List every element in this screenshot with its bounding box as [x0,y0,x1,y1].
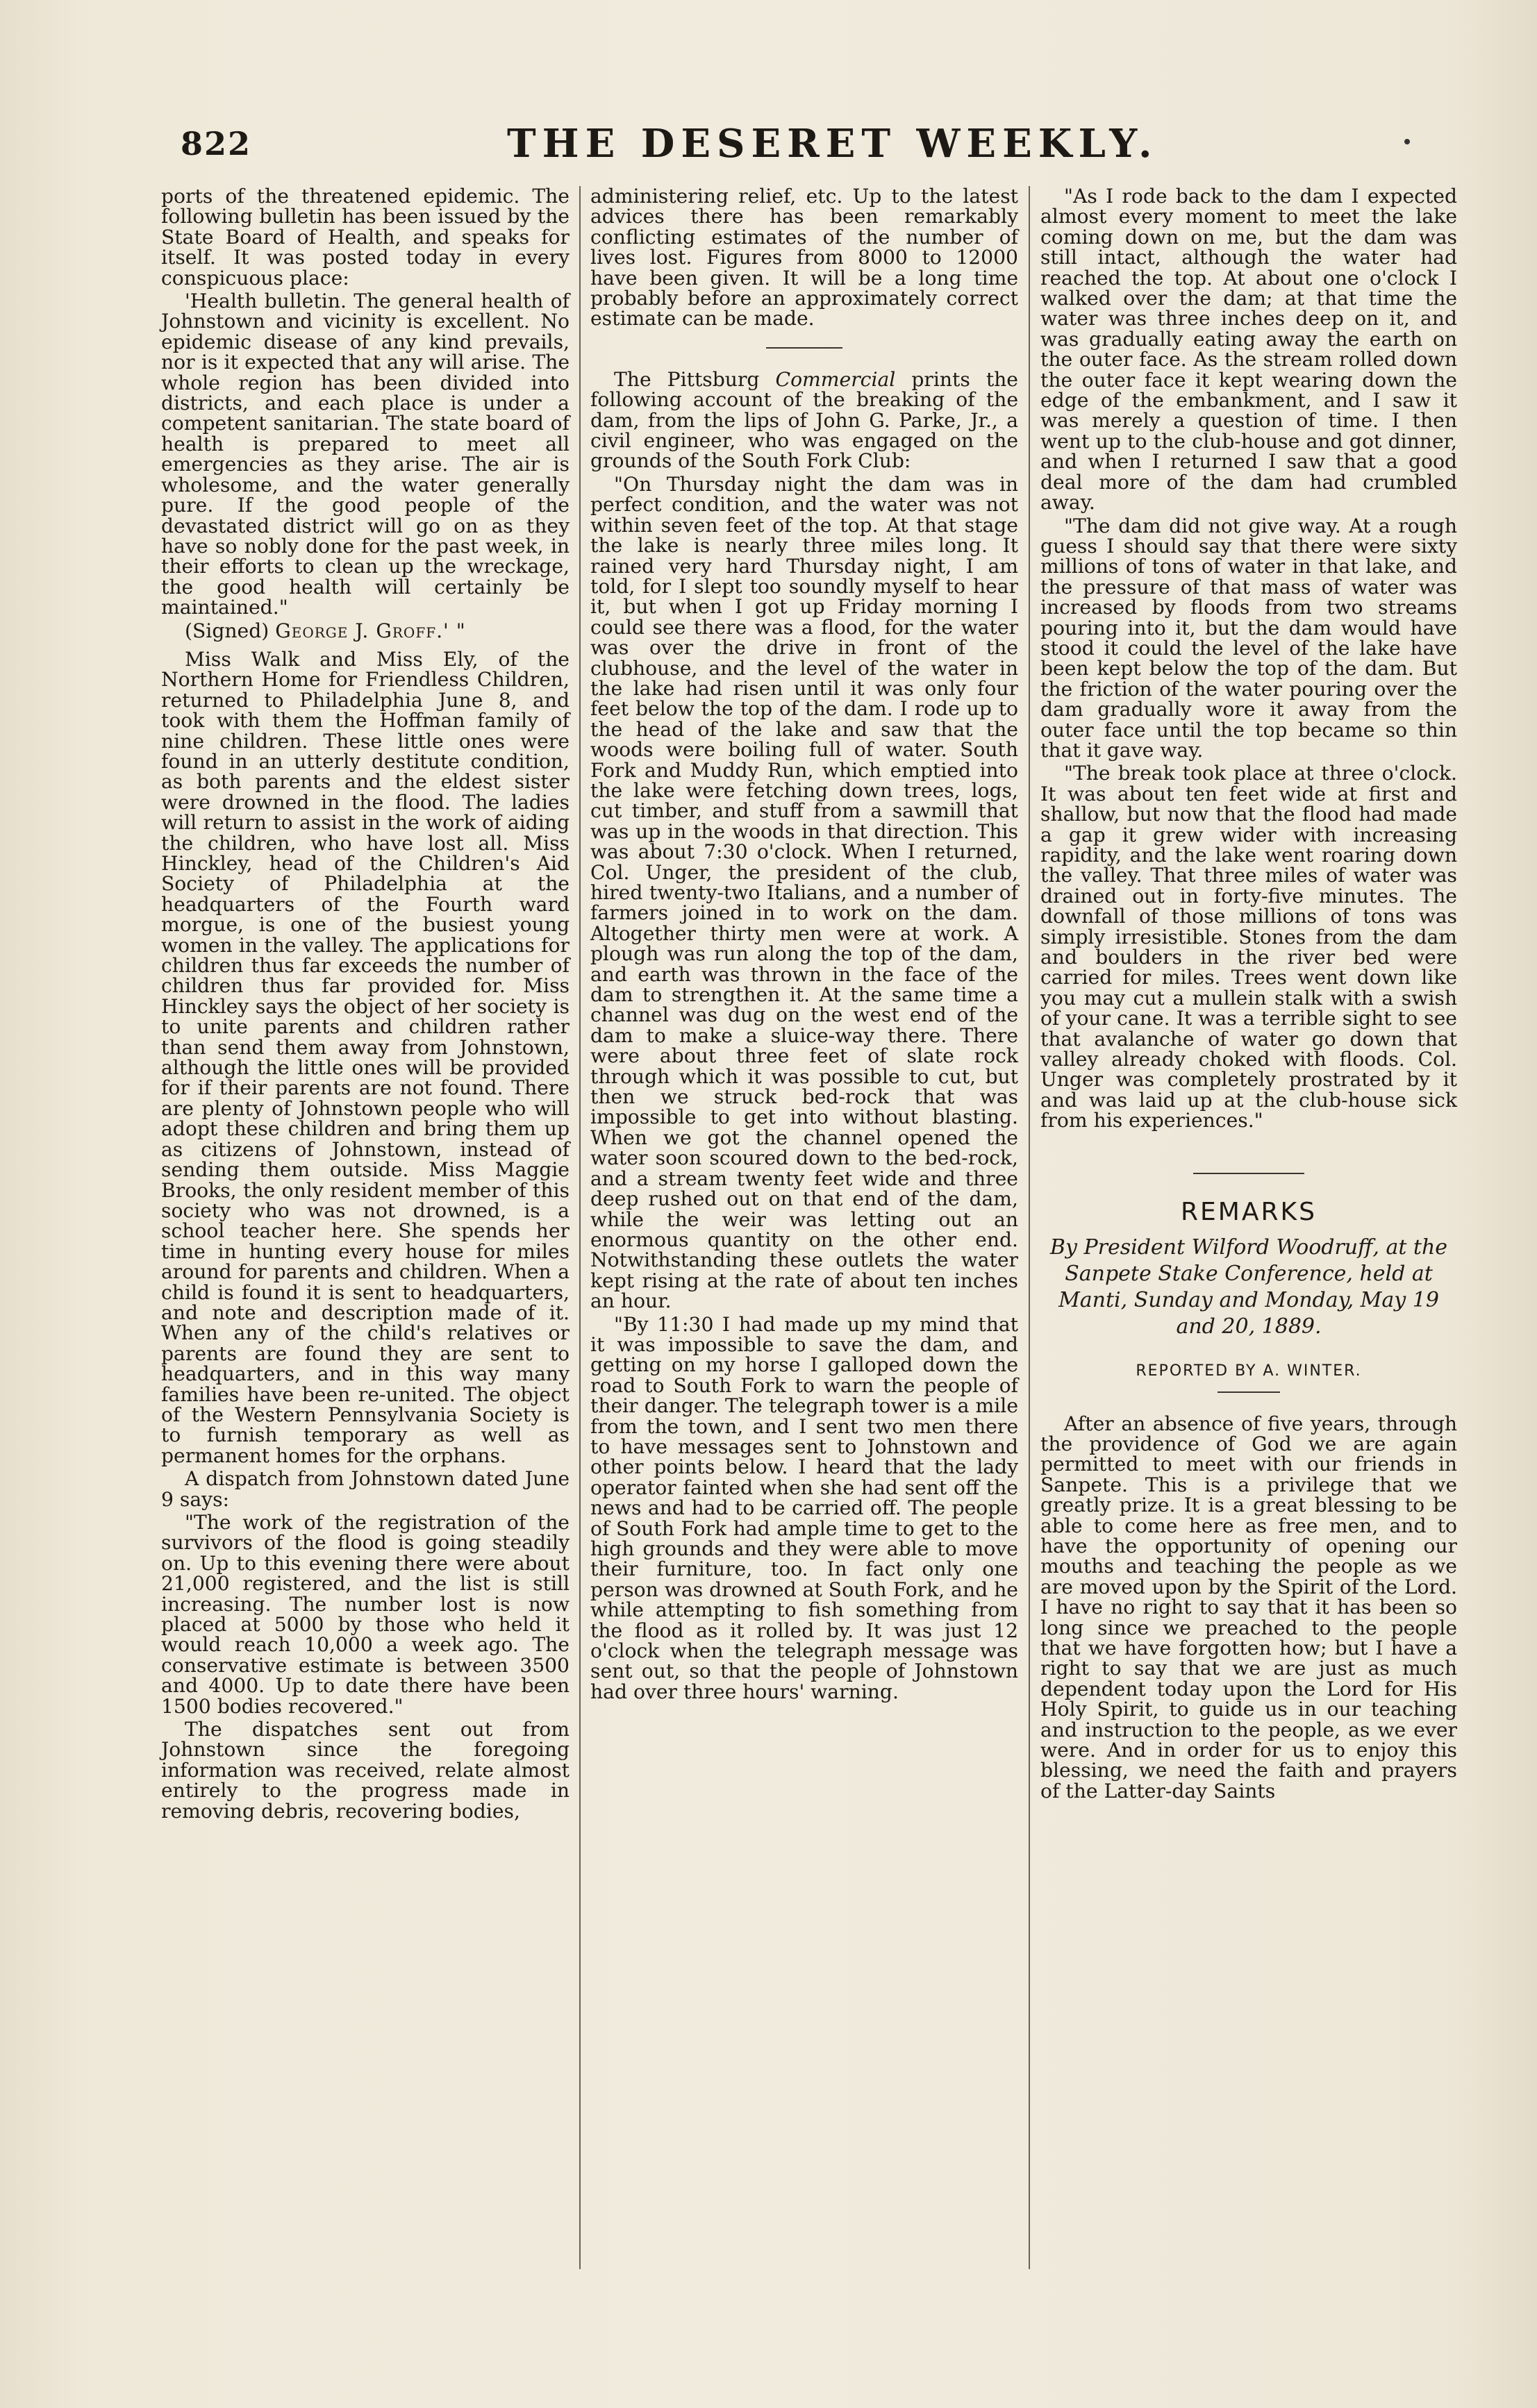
section-separator [1193,1173,1304,1174]
section-separator [766,347,842,349]
remarks-heading: REMARKS [1181,1197,1317,1226]
article-paragraph: "On Thursday night the dam was in perfect condition, and the water was not within seven feet of the top. At that stage the lake is nearly three miles long. It rained very hard Thursday night, I am told, for I slept too soundly myself to hear it, but when I got up Friday morning I could see there was a flood, for the water was over the drive in front of the clubhouse, and the level of the water in the lake had risen until it was only four feet below the top of the dam. I rode up to the head of the lake and saw that the woods were boiling full of water. South Fork and Muddy Run, which emptied into the lake were fetching down trees, logs, cut timber, and stuff from a sawmill that was up in the woods in that direction. This was about 7:30 o'clock. When I returned, Col. Unger, the president of the club, hired twenty-two Italians, and a number of farmers joined in to work on the dam. Altogether thirty men were at work. A plough was run along the top of the dam, and earth was thrown in the face of the dam to strengthen it. At the same time a channel was dug on the west end of the dam to make a sluice-way there. There were about three feet of slate rock through which it was possible to cut, but then we struck bed-rock that was impossible to get into without blasting. When we got the channel opened the water soon scoured down to the bed-rock, and a stream twenty feet wide and three deep rushed out on that end of the dam, while the weir was letting out an enormous quantity on the other end. Notwithstanding these outlets the water kept rising at the rate of about ten inches an hour. [590,472,1018,1313]
article-paragraph: "The break took place at three o'clock. It was about ten feet wide at first and shallow, but now that the flood had made a gap it grew wider with increasing rapidity, and the lake went roaring down the valley. That three miles of water was drained out in forty-five minutes. The downfall of those millions of tons was simply irresistible. Stones from the dam and boulders in the river bed were carried for miles. Trees went down like you may cut a mullein stalk with a swish of your cane. It was a terrible sight to see that avalanche of water go down that valley already choked with floods. Col. Unger was completely prostrated by it and was laid up at the club-house sick from his experiences." [1040,762,1457,1132]
article-paragraph: "By 11:30 I had made up my mind that it was impossible to save the dam, and getting on my horse I galloped down the road to South Fork to warn the people of their danger. The telegraph tower is a mile from the town, and I sent two men there to have messages sent to Johnstown and other points below. I heard that the lady operator fainted when she had sent off the news and had to be carried off. The people of South Fork had ample time to get to the high grounds and they were able to move their furniture, too. In fact only one person was drowned at South Fork, and he while attempting to fish something from the flood as it rolled by. It was just 12 o'clock when the telegraph message was sent out, so that the people of Johnstown had over three hours' warning. [590,1312,1018,1703]
paper-suffix: prints the following account of the breaking of the dam, from the lips of John G. Parke, Jr., a civil engineer, who was engaged on the grounds of the South Fork Club: [590,367,1018,473]
article-paragraph: administering relief, etc. Up to the latest advices there has been remarkably conflicting estimates of the number of lives lost. Figures from 8000 to 12000 have been given. It will be a long time probably before an approximately correct estimate can be made. [590,185,1018,331]
column-3 [1040,186,1457,1804]
reporter-line: REPORTED BY A. WINTER. [1136,1362,1362,1380]
article-paragraph: A dispatch from Johnstown dated June 9 says: [161,1467,570,1511]
remarks-subheading: By President Wilford Woodruff, at the Sanpete Stake Conference, held at Manti, Sunday and Monday, May 19 and 20, 1889. [1049,1235,1448,1339]
article-paragraph: "As I rode back to the dam I expected almost every moment to meet the lake coming down on me, but the dam was still intact, although the water had reached the top. At about one o'clock I walked over the dam; at that time the water was three inches deep on it, and was gradually eating away the earth on the outer face. As the stream rolled down the outer face it kept wearing down the edge of the embankment, and I saw it was merely a question of time. I then went up to the club-house and got dinner, and when I returned I saw that a good deal more of the dam had crumbled away. [1040,185,1457,515]
article-paragraph: After an absence of five years, through the providence of God we are again permitted to meet with our friends in Sanpete. This is a privilege that we greatly prize. It is a great blessing to be able to come here as free men, and to have the opportunity of opening our mouths and teaching the people as we are moved upon by the Spirit of the Lord. I have no right to say that it has been so long since we preached to the people that we have forgotten how; but I have a right to say that we are just as much dependent today upon the Lord for His Holy Spirit, to guide us in our teaching and instruction to the people, as we ever were. And in order for us to enjoy this blessing, we need the faith and prayers of the Latter-day Saints [1040,1412,1457,1803]
article-paragraph: "The work of the registration of the survivors of the flood is going steadily on. Up to this evening there were about 21,000 registered, and the list is still increasing. The number lost is now placed at 5000 by those who held it would reach 10,000 a week ago. The conservative estimate is between 3500 and 4000. Up to date there have been 1500 bodies recovered." [161,1511,570,1718]
page-header [167,118,1417,167]
column-rule-2 [1029,186,1030,2269]
paper-prefix: The Pittsburg [614,367,760,391]
article-paragraph: Miss Walk and Miss Ely, of the Northern Home for Friendless Children, returned to Philadelphia June 8, and took with them the Hoffman family of nine children. These little ones were found in an utterly destitute condition, as both parents and the eldest sister were drowned in the flood. The ladies will return to assist in the work of aiding the children, who have lost all. Miss Hinckley, head of the Children's Aid Society of Philadelphia at the headquarters of the Fourth ward morgue, is one of the busiest young women in the valley. The applications for children thus far exceeds the number of children thus far provided for. Miss Hinckley says the object of her society is to unite parents and children rather than send them away from Johnstown, although the little ones will be provided for if their parents are not found. There are plenty of Johnstown people who will adopt these children and bring them up as citizens of Johnstown, instead of sending them outside. Miss Maggie Brooks, the only resident member of this society who was not drowned, is a school teacher here. She spends her time in hunting every house for miles around for parents and children. When a child is found it is sent to headquarters, and note and description made of it. When any of the child's relatives or parents are found they are sent to headquarters, and in this way many families have been re-united. The object of the Western Pennsylvania Society is to furnish temporary as well as permanent homes for the orphans. [161,647,570,1467]
page-number: 822 [181,125,252,162]
column-2 [590,186,1018,1705]
health-bulletin: 'Health bulletin. The general health of Johnstown and vicinity is excellent. No epidemic disease of any kind prevails, nor is it expected that any will arise. The whole region has been divided into districts, and each place is under a competent sanitarian. The state board of health is prepared to meet all emergencies as they arise. The air is wholesome, and the water generally pure. If the good people of the devastated district will go on as they have so nobly done for the past week, in their efforts to clean up the wreckage, the good health will certainly be maintained." [161,290,570,619]
article-paragraph: "The dam did not give way. At a rough guess I should say that there were sixty millions of tons of water in that lake, and the pressure of that mass of water was increased by floods from two streams pouring into it, but the dam would have stood it could the level of the lake have been kept below the top of the dam. But the friction of the water pouring over the dam gradually wore it away from the outer face until the top became so thin that it gave way. [1040,514,1457,762]
paper-name: Commercial [775,367,896,391]
signed-prefix: (Signed) [185,619,269,642]
signature-line [161,621,570,641]
article-paragraph: ports of the threatened epidemic. The following bulletin has been issued by the State Board of Health, and speaks for itself. It was posted today in every conspicuous place: [161,185,570,290]
column-rule-1 [579,186,581,2269]
article-paragraph: The dispatches sent out from Johnstown since the foregoing information was received, relate almost entirely to the progress made in removing debris, recovering bodies, [161,1718,570,1823]
header-dot [1404,139,1410,144]
column-1 [161,186,570,1824]
signed-name: George J. Groff.' " [275,619,466,642]
article-paragraph [590,369,1018,471]
masthead: THE DESERET WEEKLY. [507,121,1158,167]
section-separator [1218,1391,1280,1393]
